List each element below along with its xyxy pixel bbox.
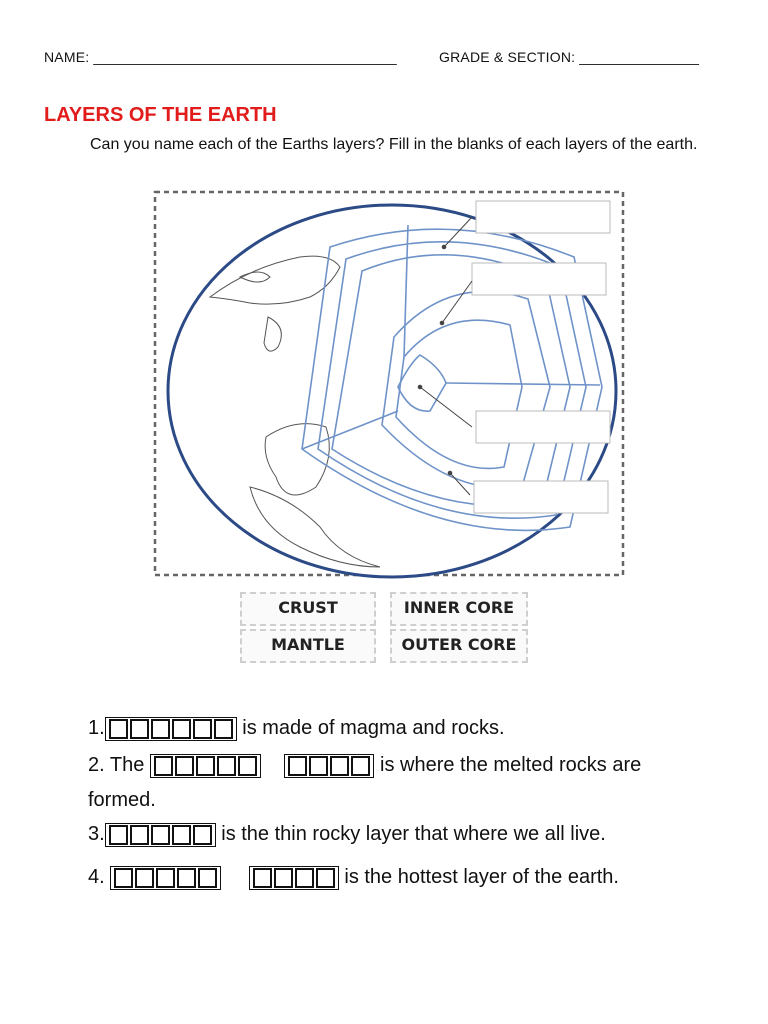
letter-box[interactable] (151, 719, 170, 739)
question-4-word-1-boxes[interactable] (110, 866, 221, 890)
label-box-inner-core (474, 481, 608, 513)
question-1-text: is made of magma and rocks. (236, 717, 505, 739)
letter-box[interactable] (175, 756, 194, 776)
letter-box[interactable] (172, 825, 191, 845)
letter-box[interactable] (316, 868, 335, 888)
question-4-number: 4. (88, 866, 111, 888)
letter-box[interactable] (217, 756, 236, 776)
letter-box[interactable] (214, 719, 233, 739)
page-title: LAYERS OF THE EARTH (44, 104, 277, 126)
question-4-word-2-boxes[interactable] (249, 866, 339, 890)
question-2 (88, 752, 738, 778)
letter-box[interactable] (109, 719, 128, 739)
label-box-crust (476, 201, 610, 233)
letter-box[interactable] (196, 756, 215, 776)
word-bank-inner-core: INNER CORE (390, 592, 528, 626)
question-2-word-2-boxes[interactable] (284, 754, 374, 778)
question-2-word-1-boxes[interactable] (150, 754, 261, 778)
word-bank-mantle: MANTLE (240, 629, 376, 663)
label-box-mantle (472, 263, 606, 295)
word-bank-outer-core: OUTER CORE (390, 629, 528, 663)
question-1-letter-boxes[interactable] (105, 717, 237, 741)
letter-box[interactable] (274, 868, 293, 888)
question-2-number: 2. The (88, 754, 150, 776)
letter-box[interactable] (295, 868, 314, 888)
name-field-label: NAME: ______________________________________ (44, 49, 397, 65)
letter-box[interactable] (288, 756, 307, 776)
question-2-text: is where the melted rocks are (374, 754, 642, 776)
letter-box[interactable] (351, 756, 370, 776)
grade-section-field-label: GRADE & SECTION: _______________ (439, 49, 700, 65)
letter-box[interactable] (198, 868, 217, 888)
letter-box[interactable] (309, 756, 328, 776)
letter-box[interactable] (253, 868, 272, 888)
letter-box[interactable] (151, 825, 170, 845)
letter-box[interactable] (172, 719, 191, 739)
question-4-text: is the hottest layer of the earth. (338, 866, 619, 888)
question-3-letter-boxes[interactable] (105, 823, 216, 847)
letter-box[interactable] (193, 719, 212, 739)
question-1 (88, 715, 505, 741)
letter-box[interactable] (238, 756, 257, 776)
question-3-text: is the thin rocky layer that where we all live. (215, 823, 606, 845)
question-3-number: 3. (88, 823, 105, 845)
letter-box[interactable] (130, 825, 149, 845)
label-box-outer-core (476, 411, 610, 443)
question-1-number: 1. (88, 717, 105, 739)
letter-box[interactable] (154, 756, 173, 776)
question-3 (88, 821, 606, 847)
letter-box[interactable] (156, 868, 175, 888)
earth-layers-diagram (150, 187, 628, 579)
question-2-continuation: formed. (88, 789, 156, 811)
letter-box[interactable] (135, 868, 154, 888)
letter-box[interactable] (330, 756, 349, 776)
instructions-text: Can you name each of the Earths layers? Fill in the blanks of each layers of the earth. (90, 136, 698, 153)
letter-box[interactable] (114, 868, 133, 888)
letter-box[interactable] (109, 825, 128, 845)
letter-box[interactable] (130, 719, 149, 739)
question-4 (88, 864, 619, 890)
letter-box[interactable] (177, 868, 196, 888)
word-bank-crust: CRUST (240, 592, 376, 626)
letter-box[interactable] (193, 825, 212, 845)
